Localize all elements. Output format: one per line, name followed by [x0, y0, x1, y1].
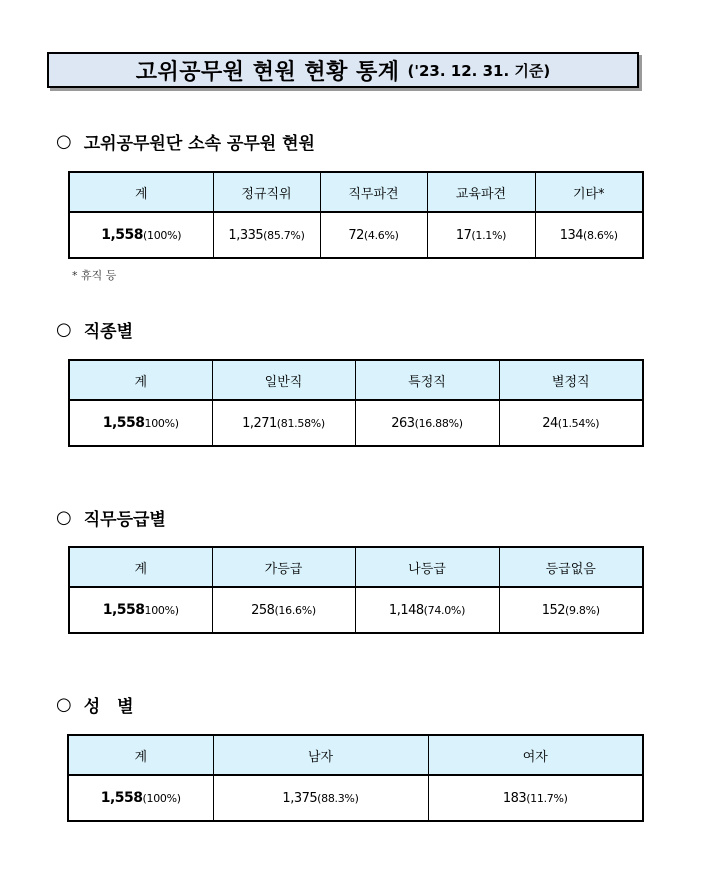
footnote: * 휴직 등: [72, 269, 117, 282]
total-percent: 100%): [144, 417, 179, 430]
count-value: 134: [559, 227, 584, 243]
table-row: [69, 587, 643, 633]
percent-value: (8.6%): [583, 228, 618, 242]
header-cell: 직무파견: [320, 172, 427, 212]
total-cell: [69, 587, 212, 633]
percent-value: (4.6%): [363, 228, 399, 242]
count-value: 258: [251, 602, 275, 618]
count-value: 72: [348, 227, 364, 243]
table-header-row: [69, 547, 643, 587]
total-percent: (100%): [142, 792, 181, 805]
section-title: 고위공무원단 소속 공무원 현원: [83, 134, 315, 154]
header-cell: 가등급: [212, 547, 355, 587]
circle-bullet-icon: ○: [56, 131, 72, 152]
header-cell: 기타*: [535, 172, 643, 212]
value-cell: [213, 212, 320, 258]
count-value: 1,335: [228, 227, 264, 243]
header-cell: 계: [69, 172, 213, 212]
table-header-row: [69, 360, 643, 400]
total-value: 1,558: [100, 790, 143, 806]
circle-bullet-icon: ○: [56, 507, 72, 528]
header-cell: 여자: [428, 735, 643, 775]
total-percent: (100%): [143, 229, 182, 242]
section-title: 직종별: [83, 322, 133, 342]
percent-value: (16.6%): [274, 603, 316, 617]
percent-value: (81.58%): [276, 416, 325, 430]
percent-value: (11.7%): [526, 791, 568, 805]
section-heading-job-type: [56, 317, 133, 342]
value-cell: [212, 587, 355, 633]
count-value: 1,375: [282, 790, 318, 806]
count-value: 152: [541, 602, 566, 618]
value-cell: [499, 400, 643, 446]
table-row: [68, 775, 643, 821]
header-cell: 남자: [213, 735, 428, 775]
job-type-table: [68, 359, 644, 447]
value-cell: [355, 400, 499, 446]
header-cell: 정규직위: [213, 172, 320, 212]
percent-value: (74.0%): [423, 603, 466, 617]
header-cell: 별정직: [499, 360, 643, 400]
value-cell: [499, 587, 643, 633]
percent-value: (16.88%): [414, 416, 463, 430]
value-cell: [213, 775, 428, 821]
title-main: 고위공무원 현원 현황 통계: [135, 59, 400, 85]
total-percent: 100%): [144, 604, 179, 617]
table-header-row: [69, 172, 643, 212]
count-value: 1,148: [388, 602, 424, 618]
total-cell: [69, 212, 213, 258]
gender-table: [67, 734, 644, 822]
table-row: [69, 400, 643, 446]
section-title: 직무등급별: [83, 510, 166, 530]
section-heading-gender: [56, 692, 134, 717]
count-value: 1,271: [242, 415, 277, 431]
grade-table: [68, 546, 644, 634]
header-cell: 등급없음: [499, 547, 643, 587]
header-cell: 계: [69, 547, 212, 587]
section-title: 성 별: [83, 697, 134, 717]
circle-bullet-icon: ○: [56, 694, 72, 715]
header-cell: 특정직: [355, 360, 499, 400]
total-cell: [69, 400, 212, 446]
value-cell: [355, 587, 499, 633]
total-value: 1,558: [102, 415, 145, 431]
section-heading-grade: [56, 505, 166, 530]
percent-value: (1.1%): [471, 228, 507, 242]
count-value: 263: [391, 415, 415, 431]
table-row: [69, 212, 643, 258]
value-cell: [535, 212, 643, 258]
title-date: ('23. 12. 31. 기준): [407, 61, 551, 80]
percent-value: (1.54%): [557, 416, 600, 430]
section-heading-membership: [56, 129, 315, 154]
value-cell: [212, 400, 355, 446]
header-cell: 계: [69, 360, 212, 400]
header-cell: 나등급: [355, 547, 499, 587]
header-cell: 계: [68, 735, 213, 775]
header-cell: 교육파견: [427, 172, 535, 212]
percent-value: (9.8%): [565, 603, 600, 617]
document-title: [47, 52, 639, 88]
percent-value: (85.7%): [263, 228, 305, 242]
percent-value: (88.3%): [317, 791, 359, 805]
total-cell: [68, 775, 213, 821]
value-cell: [428, 775, 643, 821]
total-value: 1,558: [101, 227, 144, 243]
total-value: 1,558: [102, 602, 145, 618]
table-header-row: [68, 735, 643, 775]
membership-table: [68, 171, 644, 259]
value-cell: [427, 212, 535, 258]
circle-bullet-icon: ○: [56, 319, 72, 340]
count-value: 24: [542, 415, 558, 431]
count-value: 183: [502, 790, 527, 806]
count-value: 17: [455, 227, 472, 243]
value-cell: [320, 212, 427, 258]
header-cell: 일반직: [212, 360, 355, 400]
